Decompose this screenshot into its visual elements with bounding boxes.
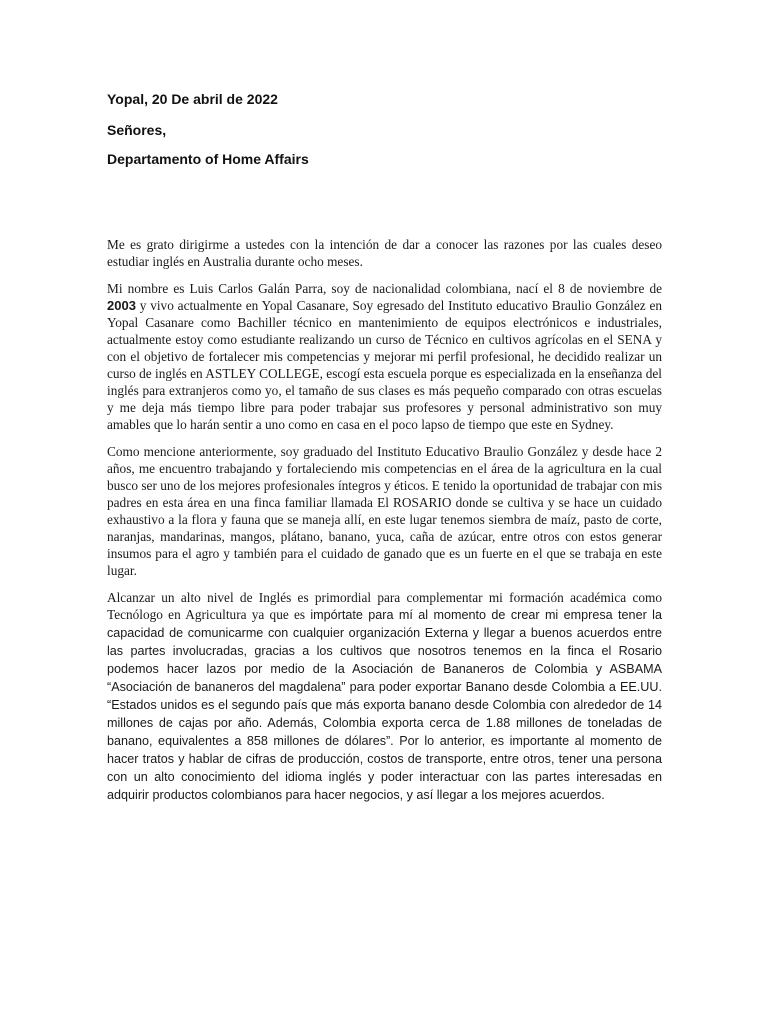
letter-salutation: Señores, [107,122,167,138]
paragraph-goals-part1: Alcanzar un alto nivel de Inglés es primordial para complementar mi formación académica como Tecnólogo en Agricultura ya que es [107,590,662,622]
paragraph-personal-info [107,280,662,433]
paragraph-goals [107,589,662,804]
paragraph-experience: Como mencione anteriormente, soy graduado del Instituto Educativo Braulio González y desde hace 2 años, me encuentro trabajando y fortaleciendo mis competencias en el área de la agricultura en la cual busco ser uno de los mejores profesionales íntegros y éticos. E tenido la oportunidad de trabajar con mis padres en esta área en una finca familiar llamada El ROSARIO donde se cultiva y se hace un cuidado exhaustivo a la flora y fauna que se maneja allí, en este lugar tenemos siembra de maíz, pasto de corte, naranjas, mandarinas, mangos, plátano, banano, yuca, caña de azúcar, entre otros con estos generar insumos para el agro y también para el cuidado de ganado que es un fuerte en el que se trabaja en este lugar. [107,444,662,578]
paragraph-goals-part2: impórtate para mí al momento de crear mi empresa tener la capacidad de comunicarme con cualquier organización Externa y llegar a buenos acuerdos entre las partes involucradas, gracias a los cultivos que nosotros tenemos en la finca el Rosario podemos hacer lazos por medio de la Asociación de Bananeros de Colombia y ASBAMA “Asociación de bananeros del magdalena” para poder exportar Banano desde Colombia a EE.UU. “Estados unidos es el segundo país que más exporta banano desde Colombia con alrededor de 14 millones de cajas por año. Además, Colombia exporta cerca de 1.88 millones de toneladas de banano, equivalentes a 858 millones de dólares”. Por lo anterior, es importante al momento de hacer tratos y hablar de cifras de producción, costos de transporte, entre otros, tener una persona con un alto conocimiento del idioma inglés y poder interactuar con las partes interesadas en adquirir productos colombianos para hacer negocios, y así llegar a los mejores acuerdos. [107,608,662,802]
letter-body [107,236,662,814]
paragraph-personal-info-part2: y vivo actualmente en Yopal Casanare, Soy egresado del Instituto educativo Braulio González en Yopal Casanare como Bachiller técnico en mantenimiento de equipos electrónicos e industriales, actualmente estoy como estudiante realizando un curso de Técnico en cultivos agrícolas en el SENA y con el objetivo de fortalecer mis competencias y mejorar mi perfil profesional, he decidido realizar un curso de inglés en ASTLEY COLLEGE, escogí esta escuela porque es especializada en la enseñanza del inglés para extranjeros como yo, el tamaño de sus clases es más pequeño comparado con otras escuelas y me deja más tiempo libre para poder trabajar sus profesores y personal administrativo son muy amables que lo harán sentir a uno como en casa en el poco lapso de tiempo que este en Sydney. [107,298,662,432]
letter-recipient: Departamento of Home Affairs [107,151,309,167]
birth-year: 2003 [107,298,136,313]
paragraph-intro: Me es grato dirigirme a ustedes con la intención de dar a conocer las razones por las cuales deseo estudiar inglés en Australia durante ocho meses. [107,237,662,269]
paragraph-personal-info-part1: Mi nombre es Luis Carlos Galán Parra, soy de nacionalidad colombiana, nací el 8 de noviembre de [107,281,662,296]
letter-date: Yopal, 20 De abril de 2022 [107,91,278,107]
